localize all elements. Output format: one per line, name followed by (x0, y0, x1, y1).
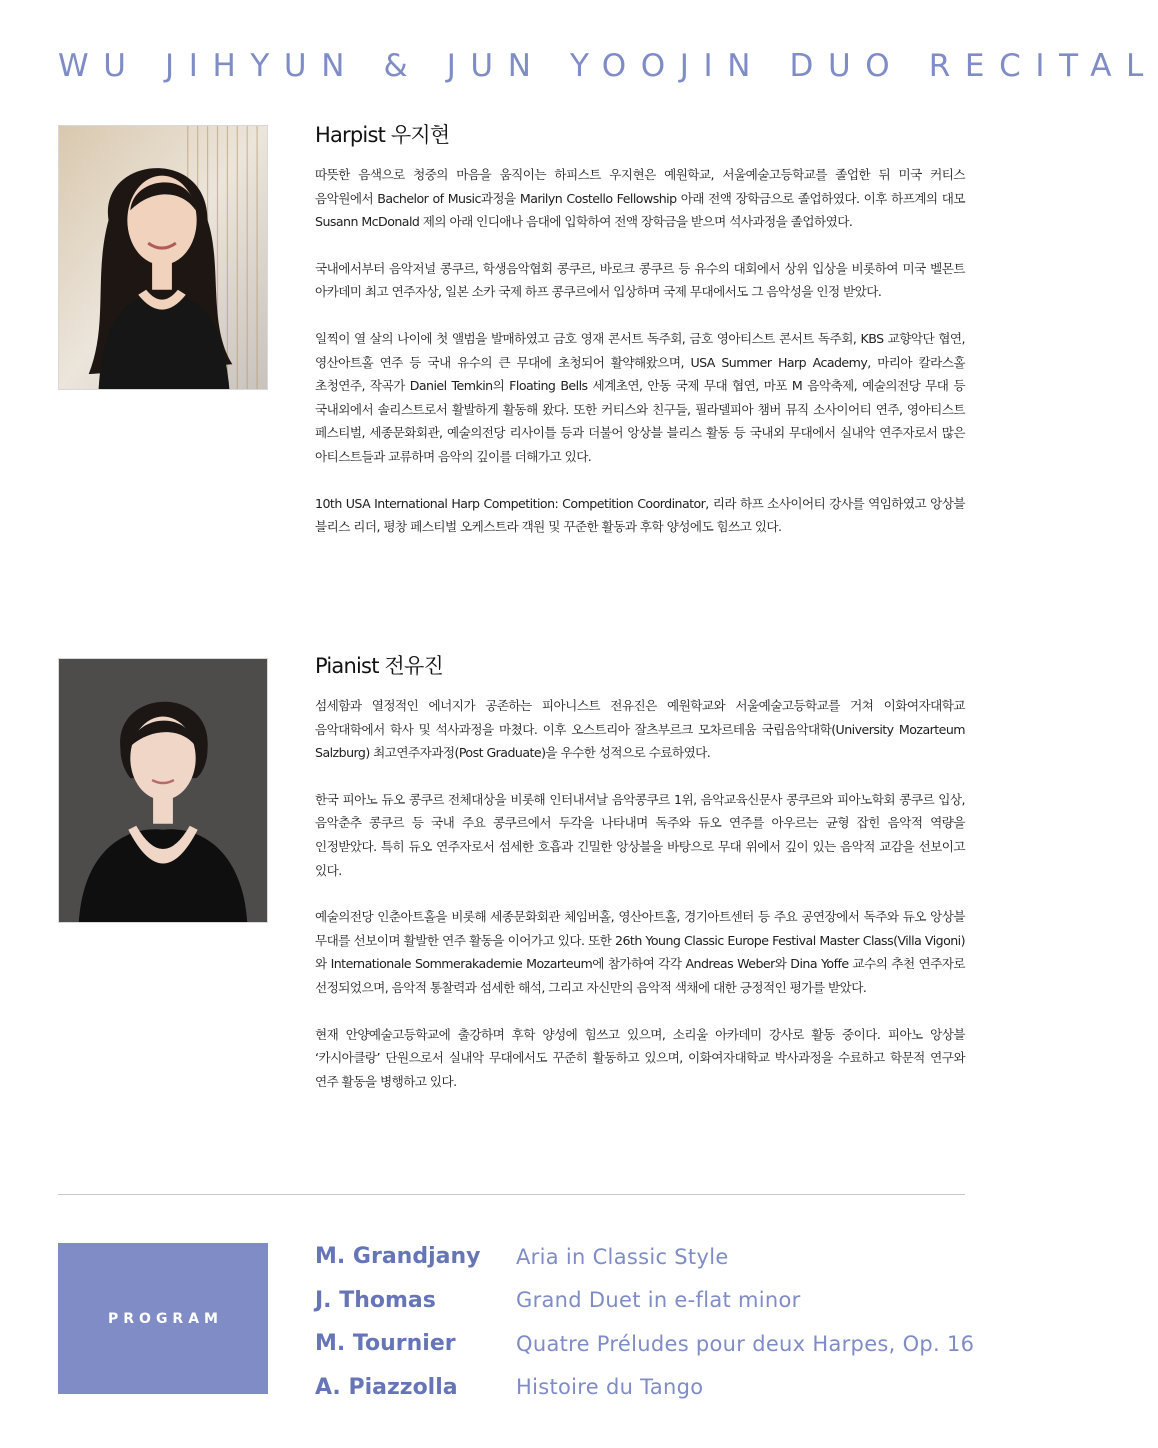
program-composer: M. Tournier (315, 1331, 456, 1357)
program-label-box (58, 1243, 268, 1394)
program-composer: M. Grandjany (315, 1244, 481, 1270)
pianist-name: Pianist 전유진 (315, 654, 443, 678)
harpist-portrait-image (59, 126, 267, 389)
pianist-portrait-image (59, 659, 267, 922)
pianist-paragraph-2: 한국 피아노 듀오 콩쿠르 전체대상을 비롯해 인터내셔날 음악콩쿠르 1위, 음악교육신문사 콩쿠르와 피아노학회 콩쿠르 입상, 음악춘추 콩쿠르 등 국내 주요 콩쿠르에서 두각을 나타내며 독주와 듀오 연주를 아우르는 균형 잡힌 음악적 역량을 인정받았다. 특히 듀오 연주자로서 섬세한 호흡과 긴밀한 앙상블을 바탕으로 무대 위에서 깊이 있는 음악적 교감을 선보이고 있다. (315, 791, 965, 878)
program-label: PROGRAM (108, 1310, 223, 1327)
harpist-photo (58, 125, 268, 390)
harpist-bio (315, 121, 965, 562)
page-title: WU JIHYUN & JUN YOOJIN DUO RECITAL (58, 48, 1158, 84)
program-composer: J. Thomas (315, 1287, 436, 1313)
pianist-paragraph-4: 현재 안양예술고등학교에 출강하며 후학 양성에 힘쓰고 있으며, 소리울 아카데미 강사로 활동 중이다. 피아노 앙상블 ‘카시아클랑’ 단원으로서 실내악 무대에서도 꾸준히 활동하고 있으며, 이화여자대학교 박사과정을 수료하고 학문적 연구와 연주 활동을 병행하고 있다. (315, 1026, 965, 1089)
pianist-paragraph-1: 섬세함과 열정적인 에너지가 공존하는 피아니스트 전유진은 예원학교와 서울예술고등학교를 거쳐 이화여자대학교 음악대학에서 학사 및 석사과정을 마쳤다. 이후 오스트리아 잘츠부르크 모차르테움 국립음악대학(University Mozarteum Salzburg) 최고연주자과정(Post Graduate)을 우수한 성적으로 수료하였다. (315, 698, 965, 761)
program-item (315, 1235, 975, 1279)
pianist-paragraph-3: 예술의전당 인춘아트홀을 비롯해 세종문화회관 체임버홀, 영산아트홀, 경기아트센터 등 주요 공연장에서 독주와 듀오 앙상블 무대를 선보이며 활발한 연주 활동을 이어가고 있다. 또한 26th Young Classic Europe Festival Master Class(Villa Vigoni)와 Internationale Sommerakademie Mozarteum에 참가하여 각각 Andreas Weber와 Dina Yoffe 교수의 추천 연주자로 선정되었으며, 음악적 통찰력과 섬세한 해석, 그리고 자신만의 음악적 색채에 대한 긍정적인 평가를 받았다. (315, 909, 965, 995)
harpist-name: Harpist 우지현 (315, 123, 450, 147)
program-list (315, 1235, 975, 1409)
program-work: Aria in Classic Style (516, 1244, 729, 1269)
program-composer: A. Piazzolla (315, 1374, 458, 1400)
harpist-paragraph-2: 국내에서부터 음악저널 콩쿠르, 학생음악협회 콩쿠르, 바로크 콩쿠르 등 유수의 대회에서 상위 입상을 비롯하여 미국 벨몬트 아카데미 최고 연주자상, 일본 소카 국제 하프 콩쿠르에서 입상하며 국제 무대에서도 그 음악성을 인정 받았다. (315, 260, 965, 300)
program-work: Quatre Préludes pour deux Harpes, Op. 16 (516, 1331, 975, 1356)
program-item (315, 1366, 975, 1410)
program-item (315, 1279, 975, 1323)
section-divider (58, 1194, 965, 1195)
program-item (315, 1322, 975, 1366)
program-work: Histoire du Tango (516, 1375, 704, 1400)
pianist-bio (315, 652, 965, 1116)
harpist-paragraph-3: 일찍이 열 살의 나이에 첫 앨범을 발매하였고 금호 영재 콘서트 독주회, 금호 영아티스트 콘서트 독주회, KBS 교향악단 협연, 영산아트홀 연주 등 국내 유수의 큰 무대에 초청되어 활약해왔으며, USA Summer Harp Academy, 마리아 칼라스홀 초청연주, 작곡가 Daniel Temkin의 Floating Bells 세계초연, 안동 국제 무대 협연, 마포 M 음악축제, 예술의전당 무대 등 국내외에서 솔리스트로서 활발하게 활동해 왔다. 또한 커티스와 친구들, 필라델피아 챔버 뮤직 소사이어티 연주, 영아티스트 페스티벌, 세종문화회관, 예술의전당 리사이틀 등과 더불어 앙상블 블리스 활동 등 국내외 무대에서 실내악 연주자로서 많은 아티스트들과 교류하며 음악의 깊이를 더해가고 있다. (315, 330, 965, 464)
harpist-paragraph-4: 10th USA International Harp Competition: Competition Coordinator, 리라 하프 소사이어티 강사를 역임하였고 앙상블 블리스 리더, 평창 페스티벌 오케스트라 객원 및 꾸준한 활동과 후학 양성에도 힘쓰고 있다. (315, 495, 965, 535)
pianist-photo (58, 658, 268, 923)
program-work: Grand Duet in e-flat minor (516, 1288, 801, 1313)
harpist-paragraph-1: 따뜻한 음색으로 청중의 마음을 움직이는 하피스트 우지현은 예원학교, 서울예술고등학교를 졸업한 뒤 미국 커티스 음악원에서 Bachelor of Music과정을 Marilyn Costello Fellowship 아래 전액 장학금으로 졸업하였다. 이후 하프계의 대모 Susann McDonald 제의 아래 인디애나 음대에 입학하여 전액 장학금을 받으며 석사과정을 졸업하였다. (315, 167, 965, 230)
